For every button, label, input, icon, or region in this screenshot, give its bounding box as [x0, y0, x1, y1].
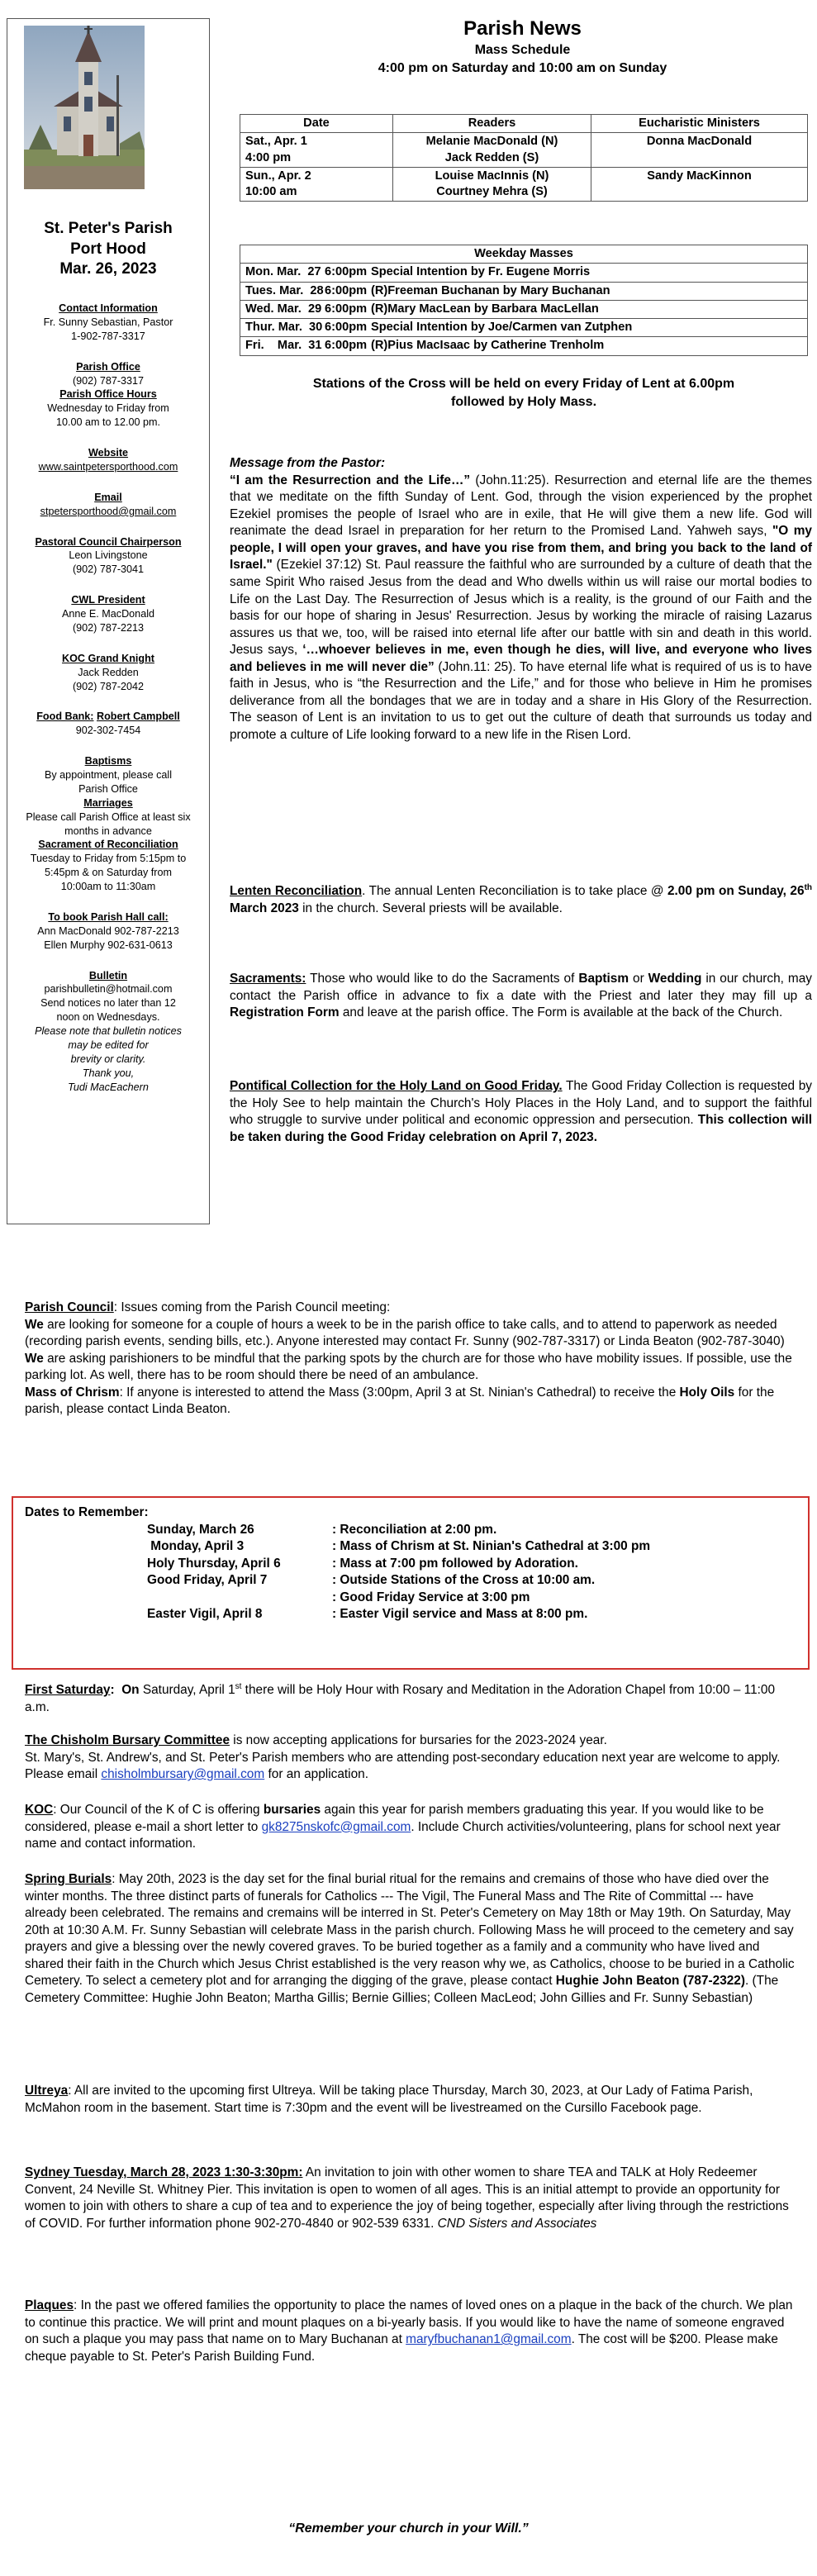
koc-phone: (902) 787-2042	[72, 680, 145, 692]
parish-title	[11, 219, 206, 280]
lenten-text: in the church. Several priests will be available.	[298, 901, 563, 915]
row-date-time: 10:00 am	[245, 185, 297, 198]
weekday-time: 6:00pm	[325, 283, 368, 297]
row-minister: Sandy MacKinnon	[591, 167, 808, 202]
office-hours-line1: Wednesday to Friday from	[47, 402, 169, 415]
bulletin-line1: Send notices no later than 12	[40, 997, 176, 1010]
council-text: are asking parishioners to be mindful that the parking spots by the church are for those who have mobility issues. If possible, use the parking lot. As well, there has to be room should there be need of an ambulance.	[25, 1351, 792, 1383]
lenten-text: . The annual Lenten Reconciliation is to take place @	[362, 884, 667, 899]
website-link[interactable]: www.saintpetersporthood.com	[38, 460, 178, 473]
mass-schedule-table	[240, 114, 808, 202]
council-oils: Holy Oils	[679, 1385, 735, 1400]
koc-name: Jack Redden	[78, 666, 139, 678]
first-saturday-notice	[25, 1681, 797, 1716]
foodbank-block	[11, 710, 206, 738]
sydney-notice	[25, 2165, 797, 2232]
lenten-month: March 2023	[230, 901, 299, 915]
baptisms-line2: Parish Office	[78, 782, 138, 795]
weekday-day: Mon. Mar. 27	[245, 265, 321, 279]
row-readers	[393, 167, 591, 202]
council-text: for the parish, please contact Linda Beaton.	[25, 1385, 775, 1417]
weekday-intention: Special Intention by Fr. Eugene Morris	[371, 265, 591, 279]
stations-notice	[240, 375, 808, 411]
bulletin-note1: Please note that bulletin notices	[35, 1025, 182, 1038]
mass-times: 4:00 pm on Saturday and 10:00 am on Sunday	[378, 61, 667, 76]
pastor-text: (John.11: 25). To have eternal life what is required of us is to have faith in Jesus, who is “the Resurrection and the Life,” and for those who believe in Him he promises deliverance from all the bondages that we are in today and a share in His Glory of the Resurrection. The season of Lent is an invitation to us to get out the culture of death that surrounds us today and promote a culture of Life looking forward to a new life in the Risen Lord.	[230, 659, 812, 742]
reconciliation-line1: Tuesday to Friday from 5:15pm to	[30, 853, 187, 865]
pontifical-collection	[230, 1078, 812, 1146]
bursary-text: is now accepting applications for bursaries for the 2023-2024 year.	[230, 1733, 607, 1747]
pastor-quote: “I am the Resurrection and the Life…”	[230, 473, 471, 487]
plaques-heading: Plaques	[25, 2298, 74, 2312]
reader: Louise MacInnis (N)	[435, 169, 549, 183]
table-row	[240, 167, 808, 202]
contact-heading: Contact Information	[59, 302, 158, 315]
sacraments-text: in our church, may contact the Parish office in advance to fix a date with the Priest and later they may fill up a	[230, 972, 812, 1003]
pontifical-text: The Good Friday Collection is requested by the Holy See to help maintain the Church's Holy Places in the Holy Land, and to support the faithful who struggle to survive under political and economic oppression and persecution.	[230, 1079, 812, 1128]
lenten-sup: th	[804, 883, 813, 892]
cwl-name: Anne E. MacDonald	[61, 608, 154, 620]
email-block	[11, 491, 206, 519]
date-row	[25, 1572, 796, 1590]
pastor-bold-quote: ‘…whoever believes in me, even though he dies, will live, and everyone who lives and believes in me will never die”	[230, 643, 812, 674]
baptisms-line1: By appointment, please call	[44, 769, 172, 782]
first-saturday-colon: :	[110, 1683, 122, 1698]
foodbank-heading: Food Bank:	[36, 711, 94, 723]
pastor-bold-quote: "O my people, I will open your graves, and have you rise from them, and bring you back to the land of Israel."	[230, 524, 812, 573]
reconciliation-line2: 5:45pm & on Saturday from	[44, 867, 172, 879]
bulletin-note2: may be edited for	[68, 1038, 149, 1051]
council-text: are looking for someone for a couple of hours a week to be in the parish office to take calls, and to attend to paperwork as needed (recording parish events, sending bills, etc.). Anyone interested may contact Fr. Sunny (902-787-3317) or Linda Beaton (902-787-3040)	[25, 1317, 785, 1349]
lenten-date: 2.00 pm on Sunday, 26	[667, 884, 805, 899]
hall-line1: Ann MacDonald 902-787-2213	[37, 924, 179, 937]
baptisms-block	[11, 754, 206, 894]
email-heading: Email	[94, 491, 122, 503]
pontifical-heading: Pontifical Collection for the Holy Land on Good Friday.	[230, 1079, 563, 1093]
council-we: We	[25, 1317, 44, 1332]
date-row	[25, 1590, 796, 1607]
office-phone: (902) 787-3317	[72, 374, 145, 387]
weekday-time: 6:00pm	[325, 339, 368, 353]
bulletin-email: parishbulletin@hotmail.com	[44, 983, 173, 996]
row-readers	[393, 133, 591, 168]
sacraments-bold: Baptism	[578, 972, 629, 986]
reader: Jack Redden (S)	[444, 150, 539, 164]
date-text: : Good Friday Service at 3:00 pm	[332, 1590, 530, 1604]
weekday-day: Tues. Mar. 28	[245, 283, 324, 297]
bulletin-block	[11, 969, 206, 1095]
koc-notice	[25, 1802, 797, 1853]
spring-burials-notice	[25, 1871, 797, 2008]
col-date: Date	[240, 115, 393, 133]
col-ministers: Eucharistic Ministers	[591, 115, 808, 133]
date-label: Good Friday, April 7	[147, 1573, 268, 1588]
bursary-email-link[interactable]: chisholmbursary@gmail.com	[101, 1767, 265, 1782]
koc-text: again this year for parish members graduating this year. If you would like to be considered, please e-mail a short letter to	[25, 1803, 764, 1834]
foodbank-phone: 902-302-7454	[75, 725, 141, 737]
contact-phone: 1-902-787-3317	[71, 330, 145, 342]
footer-quote: “Remember your church in your Will.”	[288, 2521, 529, 2536]
date-row	[25, 1556, 796, 1573]
council-intro: : Issues coming from the Parish Council meeting:	[113, 1300, 391, 1314]
date-row	[25, 1606, 796, 1623]
weekday-intention: (R)Freeman Buchanan by Mary Buchanan	[371, 283, 610, 297]
page-title: Parish News	[463, 17, 582, 40]
date-text: : Reconciliation at 2:00 pm.	[332, 1522, 497, 1537]
first-saturday-on: On	[121, 1683, 140, 1698]
header	[231, 17, 814, 78]
marriages-line2: months in advance	[64, 825, 152, 837]
council-text: : If anyone is interested to attend the Mass (3:00pm, April 3 at St. Ninian's Cathedral) to receive the	[119, 1385, 680, 1400]
col-readers: Readers	[393, 115, 591, 133]
plaques-text: . The cost will be $200. Please make cheque payable to St. Peter's Parish Building Fund.	[25, 2332, 778, 2364]
weekday-day: Fri. Mar. 31	[245, 339, 322, 353]
date-text: : Outside Stations of the Cross at 10:00 am.	[332, 1573, 596, 1588]
office-heading: Parish Office	[76, 360, 140, 373]
foodbank-name: Robert Campbell	[97, 711, 180, 723]
koc-text: : Our Council of the K of C is offering	[53, 1803, 264, 1817]
office-block	[11, 360, 206, 430]
weekday-day: Wed. Mar. 29	[245, 302, 322, 316]
bursary-text: St. Mary's, St. Andrew's, and St. Peter's Parish members who are attending post-secondary education next year are welcome to apply. Please email	[25, 1750, 781, 1782]
sidebar	[7, 18, 210, 1224]
marriages-line1: Please call Parish Office at least six	[26, 810, 191, 823]
stations-line2: followed by Holy Mass.	[450, 394, 597, 409]
lenten-reconciliation	[230, 882, 812, 917]
cwl-block	[11, 593, 206, 635]
date-text: : Mass at 7:00 pm followed by Adoration.	[332, 1556, 578, 1571]
weekday-intention: (R)Pius MacIsaac by Catherine Trenholm	[371, 339, 605, 353]
dates-to-remember-box	[12, 1496, 810, 1670]
date-label	[25, 1590, 332, 1607]
row-date-day: Sat., Apr. 1	[245, 135, 307, 149]
bursary-notice	[25, 1732, 797, 1784]
sacraments-bold: Registration Form	[230, 1005, 340, 1020]
sydney-heading: Sydney Tuesday, March 28, 2023 1:30-3:30pm:	[25, 2165, 303, 2179]
koc-notice-heading: KOC	[25, 1803, 54, 1817]
plaques-text: : In the past we offered families the opportunity to place the names of loved ones on a plaque in the back of the church. We plan to continue this practice. We will print and mount plaques on a bi-yearly basis. If you would like to have the name of someone engraved on such a plaque you may pass that name on to Mary Buchanan at	[25, 2298, 793, 2347]
date-row	[25, 1522, 796, 1539]
plaques-email-link[interactable]: maryfbuchanan1@gmail.com	[406, 2332, 572, 2347]
sacraments-heading: Sacraments:	[230, 972, 306, 986]
pastoral-phone: (902) 787-3041	[72, 563, 145, 576]
date-text: : Mass of Chrism at St. Ninian's Cathedral at 3:00 pm	[332, 1539, 651, 1554]
pastor-message-body	[230, 473, 812, 744]
date-label: Holy Thursday, April 6	[147, 1556, 281, 1571]
weekday-heading: Weekday Masses	[240, 245, 808, 264]
weekday-masses-table	[240, 245, 808, 356]
sacraments-bold: Wedding	[648, 972, 702, 986]
weekday-time: 6:00pm	[325, 321, 368, 334]
reconciliation-line3: 10:00am to 11:30am	[60, 881, 156, 893]
lenten-heading: Lenten Reconciliation	[230, 884, 363, 899]
dates-heading: Dates to Remember:	[25, 1505, 149, 1519]
bulletin-line2: noon on Wednesdays.	[56, 1011, 160, 1024]
parish-town: Port Hood	[70, 240, 146, 258]
sacraments-text: and leave at the parish office. The Form is available at the back of the Church.	[339, 1005, 783, 1020]
weekday-time: 6:00pm	[325, 302, 368, 316]
website-heading: Website	[88, 447, 129, 459]
baptisms-heading: Baptisms	[84, 755, 132, 768]
date-row	[25, 1538, 796, 1556]
row-date-day: Sun., Apr. 2	[245, 169, 311, 183]
table-header-row	[240, 115, 808, 133]
burials-bold: Hughie John Beaton (787-2322)	[555, 1974, 745, 1989]
ultreya-heading: Ultreya	[25, 2084, 69, 2098]
pastoral-name: Leon Livingstone	[69, 549, 148, 562]
pastor-message	[230, 455, 812, 744]
cwl-heading: CWL President	[71, 594, 145, 606]
pastor-text: (John.11:25). Resurrection and eternal life are the themes that we meditate on the fifth Sunday of Lent. God, through the vision experienced by the prophet Ezekiel promises the people of Israel who are in exile, that He will give them a new life. God will reanimate the dead Israel in preparation for her return to the Promised Land. Yahweh says,	[230, 473, 812, 539]
council-we: We	[25, 1351, 44, 1366]
row-date	[240, 167, 393, 202]
date-label: Monday, April 3	[147, 1539, 245, 1554]
pastoral-heading: Pastoral Council Chairperson	[35, 535, 182, 548]
stations-line1: Stations of the Cross will be held on every Friday of Lent at 6.00pm	[312, 377, 735, 391]
foodbank-line	[11, 710, 206, 724]
burials-text: : May 20th, 2023 is the day set for the final burial ritual for the remains and cremains of those who have died over the winter months. The three distinct parts of funerals for Catholics --- The Vigil, The Funeral Mass and The Rite of Committal --- have already been celebrated. The remains and cremains will be interred in St. Peter's Cemetery on May 18th or May 19th. On Saturday, May 20th at 10:30 A.M. Fr. Sunny Sebastian will celebrate Mass in the parish church. Following Mass he will proceed to the cemetery and say prayers and give a blessing over the newly covered graves. To be buried together as a family and a community who have lived and shared their faith in the Church which Jesus Christ established is the very reason why we, as Catholics, choose to be buried in a Catholic Cemetery. To select a cemetery plot and for arranging the digging of the grave, please contact	[25, 1872, 795, 1989]
ultreya-notice	[25, 2083, 797, 2117]
marriages-heading: Marriages	[83, 796, 133, 809]
weekday-time: 6:00pm	[325, 265, 368, 279]
sacraments-text: Those who would like to do the Sacraments of	[306, 972, 579, 986]
row-date	[240, 133, 393, 168]
pastoral-council-block	[11, 535, 206, 577]
koc-email-link[interactable]: gk8275nskofc@gmail.com	[261, 1819, 411, 1834]
koc-text: . Include Church activities/volunteering, plans for school next year name and contact information.	[25, 1819, 781, 1851]
ultreya-text: : All are invited to the upcoming first Ultreya. Will be taking place Thursday, March 30, 2023, at Our Lady of Fatima Parish, McMahon room in the basement. Start time is 7:30pm and the event will be livestreamed on the Cursillo Facebook page.	[25, 2084, 753, 2115]
mass-schedule-heading: Mass Schedule	[474, 43, 571, 57]
bulletin-note3: brevity or clarity.	[70, 1053, 146, 1065]
bulletin-date: Mar. 26, 2023	[59, 260, 157, 278]
row-date-time: 4:00 pm	[245, 150, 292, 164]
first-saturday-text: Saturday, April 1	[139, 1683, 235, 1698]
bursary-heading: The Chisholm Bursary Committee	[25, 1733, 230, 1747]
hall-line2: Ellen Murphy 902-631-0613	[44, 939, 173, 951]
first-saturday-text: there will be Holy Hour with Rosary and Meditation in the Adoration Chapel from 10:00 – 11:00 a.m.	[25, 1683, 776, 1714]
row-minister: Donna MacDonald	[591, 133, 808, 168]
koc-heading: KOC Grand Knight	[62, 652, 154, 664]
weekday-intention: (R)Mary MacLean by Barbara MacLellan	[371, 302, 599, 316]
pontifical-bold: This collection will be taken during the Good Friday celebration on April 7, 2023.	[230, 1113, 812, 1144]
pastor-text: (Ezekiel 37:12) St. Paul reassure the faithful who are surrounded by a culture of death that the same Spirit Who raised Jesus from the dead and Who dwells within us will raise our mortal bodies to Life on the Last Day. The Resurrection of Jesus which is a reality, is the ground of our Faith and the basis for our hope of sharing in Jesus' Resurrection. Jesus by working the miracle of raising Lazarus assures us that we, too, will be raised into eternal life after our battle with sin and death in this world. Jesus says,	[230, 558, 812, 658]
parish-name: St. Peter's Parish	[44, 220, 173, 237]
pastor-message-heading: Message from the Pastor:	[230, 456, 386, 470]
first-saturday-sup: st	[235, 1682, 242, 1691]
table-row	[240, 133, 808, 168]
bursary-text: for an application.	[264, 1767, 368, 1782]
table-row	[240, 319, 808, 337]
reconciliation-heading: Sacrament of Reconciliation	[38, 839, 178, 851]
table-row	[240, 264, 808, 282]
email-link[interactable]: stpetersporthood@gmail.com	[40, 505, 177, 517]
bulletin-note5: Tudi MacEachern	[68, 1081, 149, 1093]
sydney-signature: CND Sisters and Associates	[437, 2216, 597, 2231]
burials-heading: Spring Burials	[25, 1872, 112, 1886]
hall-block	[11, 910, 206, 953]
church-photo	[24, 26, 145, 189]
office-hours-line2: 10.00 am to 12.00 pm.	[55, 416, 161, 429]
table-row	[240, 337, 808, 355]
date-label: Sunday, March 26	[147, 1522, 254, 1537]
weekday-intention: Special Intention by Joe/Carmen van Zutphen	[371, 321, 633, 334]
koc-bold: bursaries	[263, 1803, 321, 1817]
weekday-day: Thur. Mar. 30	[245, 321, 323, 334]
date-text: : Easter Vigil service and Mass at 8:00 pm.	[332, 1607, 588, 1622]
council-heading: Parish Council	[25, 1300, 114, 1314]
contact-block	[11, 302, 206, 344]
parish-council-notice	[25, 1300, 797, 1419]
burials-text: . (The Cemetery Committee: Hughie John Beaton; Martha Gillis; Bernie Gillies; Colleen MacLeod; John Gillies and Fr. Sunny Sebastian)	[25, 1974, 779, 2005]
sydney-text: An invitation to join with other women to share TEA and TALK at Holy Redeemer Convent, 24 Neville St. Whitney Pier. This invitation is open to women of all ages. This is an initial attempt to provide an opportunity for women to join with others to share a cup of tea and to experience the joy of being together, especially after living through the restrictions of COVID. For further information phone 902-270-4840 or 902-539 6331.	[25, 2165, 789, 2231]
sacraments-notice	[230, 971, 812, 1022]
bulletin-heading: Bulletin	[88, 969, 128, 981]
reader: Courtney Mehra (S)	[436, 185, 548, 198]
sacraments-text: or	[629, 972, 648, 986]
table-row	[240, 300, 808, 318]
website-block	[11, 446, 206, 474]
cwl-phone: (902) 787-2213	[72, 621, 145, 634]
reader: Melanie MacDonald (N)	[425, 135, 558, 149]
hall-heading: To book Parish Hall call:	[48, 910, 169, 923]
bulletin-note4: Thank you,	[82, 1067, 135, 1079]
koc-block	[11, 652, 206, 694]
table-row	[240, 282, 808, 300]
date-label: Easter Vigil, April 8	[147, 1607, 263, 1622]
first-saturday-heading: First Saturday	[25, 1683, 111, 1698]
office-hours-heading: Parish Office Hours	[59, 388, 157, 401]
plaques-notice	[25, 2298, 797, 2365]
council-chrism: Mass of Chrism	[25, 1385, 120, 1400]
pastor-name: Fr. Sunny Sebastian, Pastor	[43, 316, 173, 328]
